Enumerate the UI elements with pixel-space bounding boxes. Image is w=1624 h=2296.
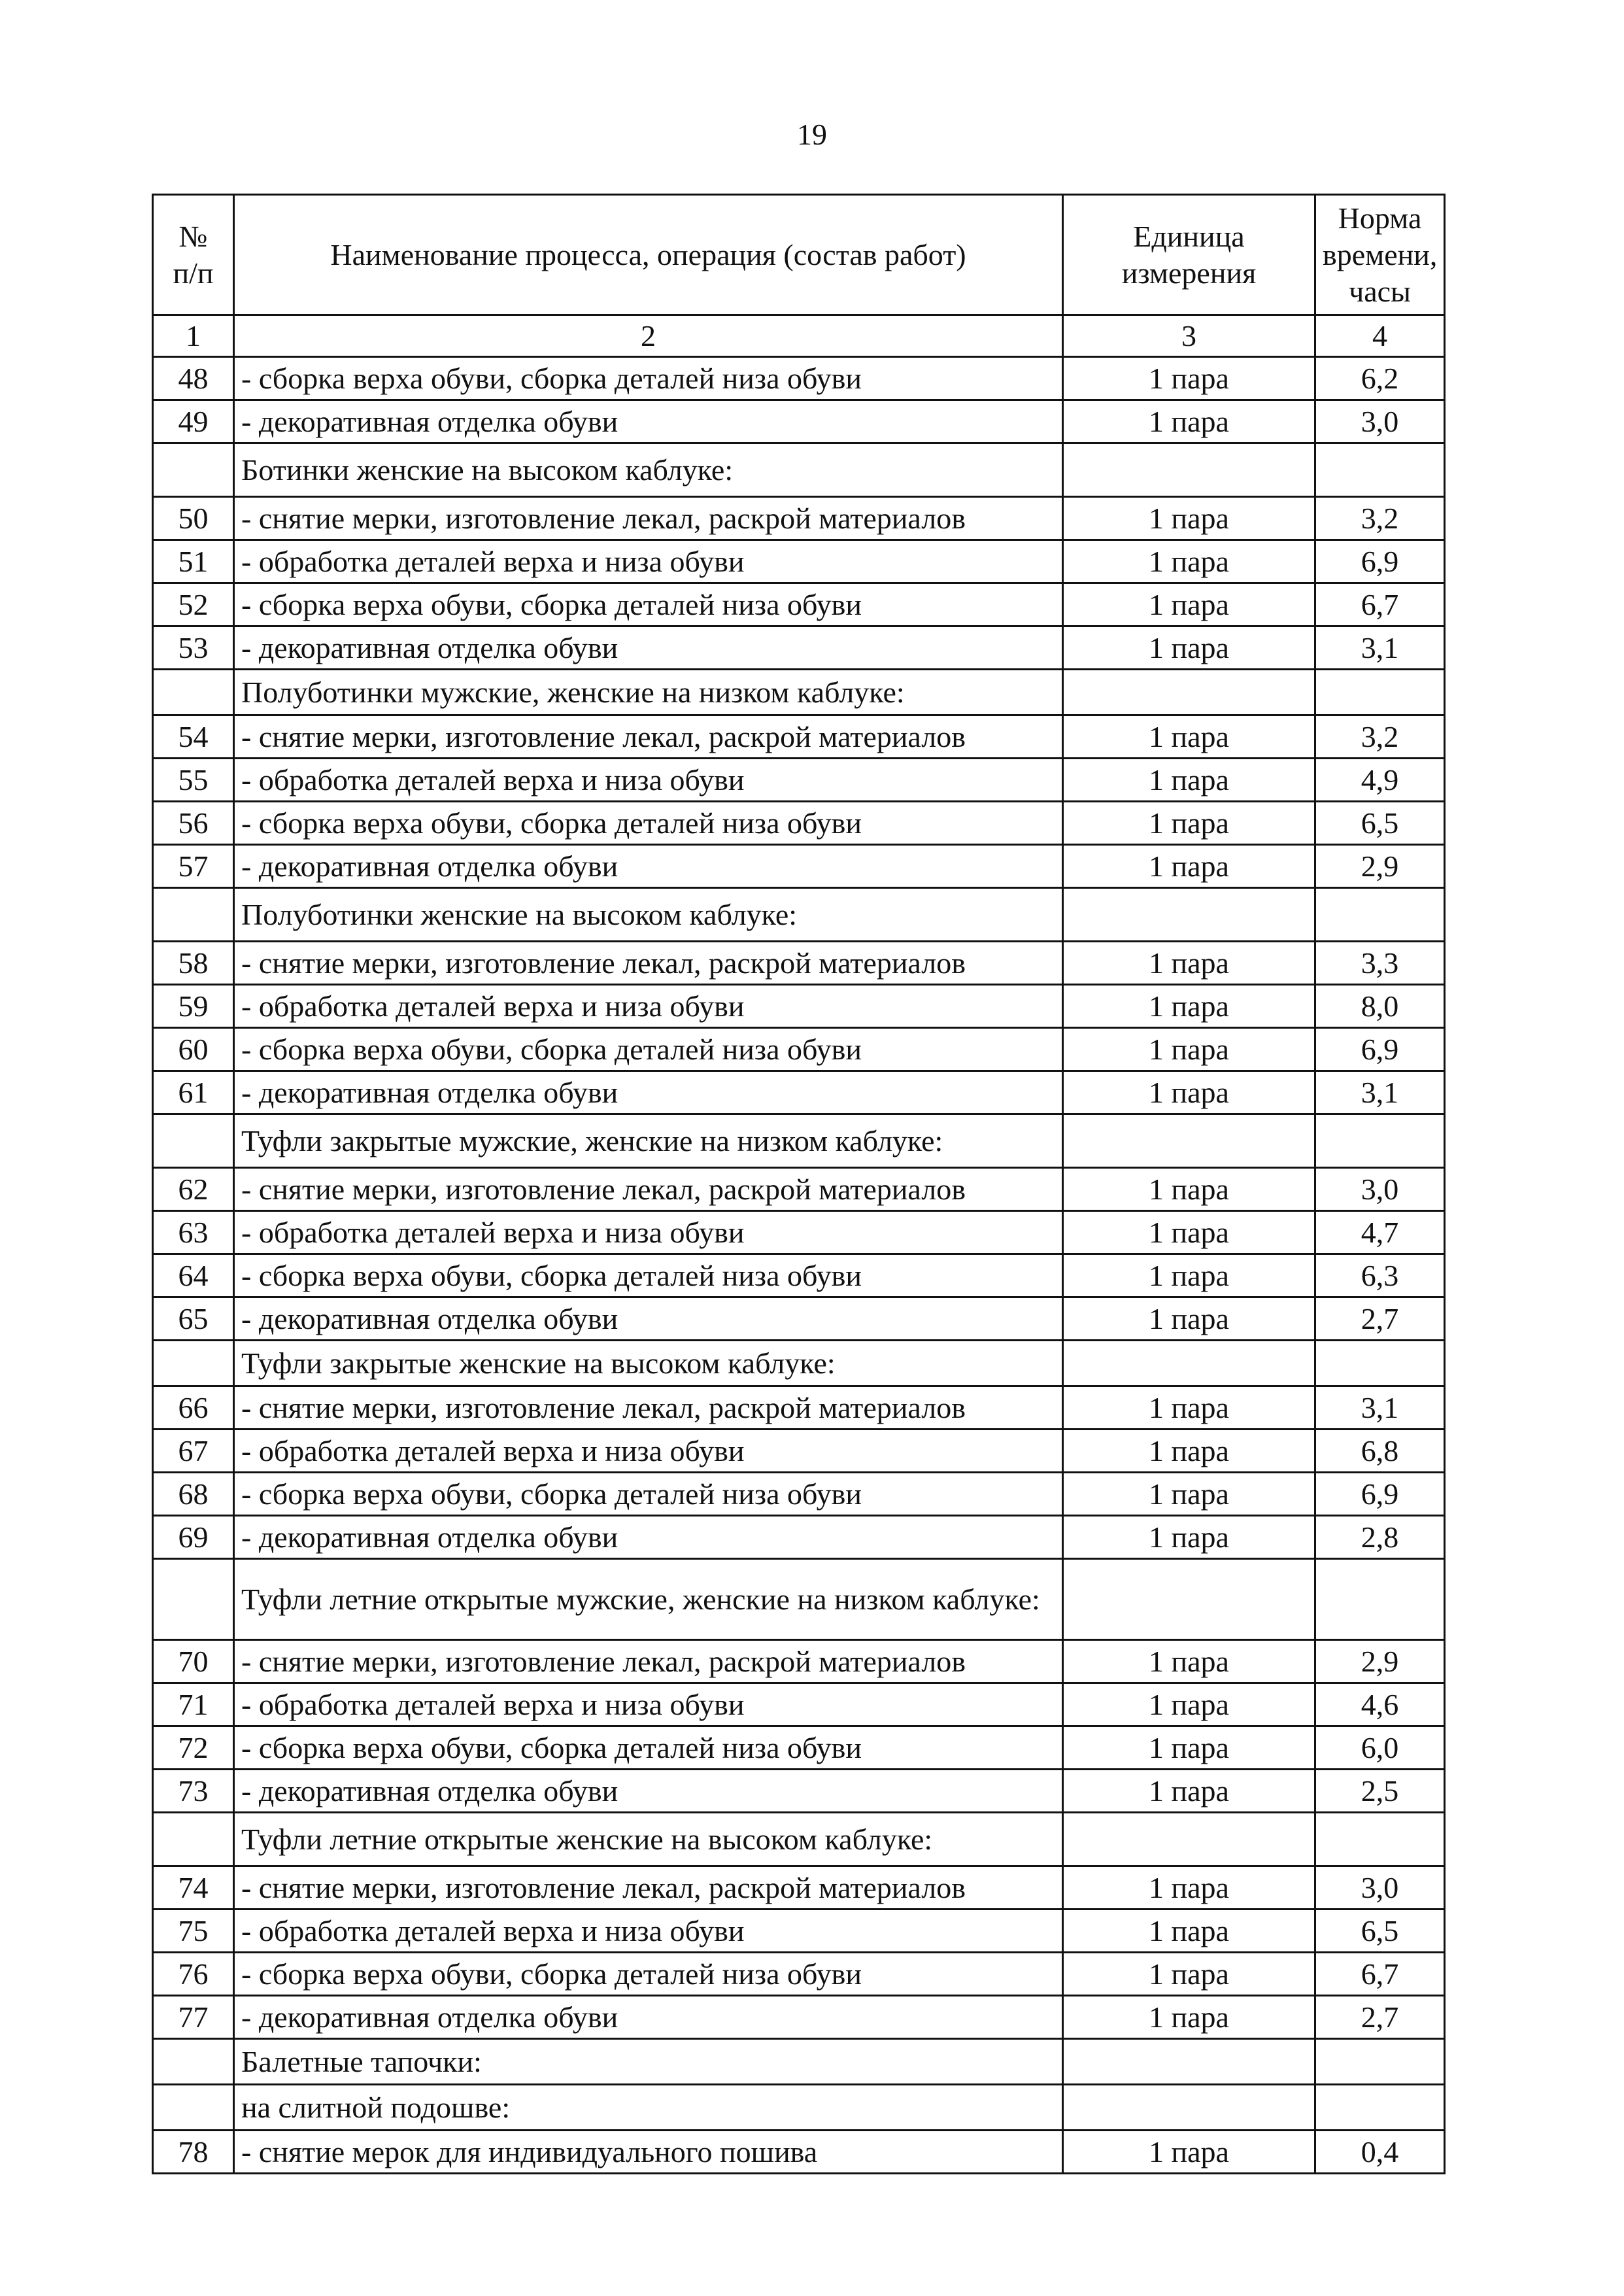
time-norm: 2,7 <box>1315 1297 1445 1341</box>
table-row <box>153 497 1445 540</box>
row-number: 64 <box>153 1254 234 1297</box>
unit-of-measure: 1 пара <box>1063 1473 1315 1516</box>
time-norm: 2,9 <box>1315 1640 1445 1683</box>
page-number: 19 <box>797 118 827 151</box>
table-row <box>153 1726 1445 1770</box>
row-number: 71 <box>153 1683 234 1726</box>
row-number: 69 <box>153 1516 234 1559</box>
empty-cell <box>1315 1114 1445 1168</box>
time-norm: 2,5 <box>1315 1770 1445 1813</box>
group-heading-row <box>153 1114 1445 1168</box>
group-heading-row <box>153 443 1445 497</box>
unit-of-measure: 1 пара <box>1063 583 1315 626</box>
operation-name: - обработка деталей верха и низа обуви <box>234 759 1063 802</box>
group-heading: Туфли летние открытые мужские, женские на низком каблуке: <box>234 1559 1063 1640</box>
row-number: 51 <box>153 540 234 583</box>
time-norm: 6,9 <box>1315 1473 1445 1516</box>
header-number-line: п/п <box>173 256 214 290</box>
table-row <box>153 1168 1445 1211</box>
empty-cell <box>1315 1341 1445 1386</box>
operation-name: - обработка деталей верха и низа обуви <box>234 1910 1063 1953</box>
group-heading-row <box>153 1559 1445 1640</box>
empty-cell <box>1063 2039 1315 2085</box>
group-heading: на слитной подошве: <box>234 2085 1063 2131</box>
group-heading: Балетные тапочки: <box>234 2039 1063 2085</box>
row-number: 65 <box>153 1297 234 1341</box>
operation-name: - декоративная отделка обуви <box>234 1516 1063 1559</box>
header-name: Наименование процесса, операция (состав работ) <box>234 195 1063 315</box>
header-norm-line: времени, <box>1323 237 1438 271</box>
empty-cell <box>153 1559 234 1640</box>
unit-of-measure: 1 пара <box>1063 1910 1315 1953</box>
operation-name: - обработка деталей верха и низа обуви <box>234 1683 1063 1726</box>
unit-of-measure: 1 пара <box>1063 1953 1315 1996</box>
operation-name: - сборка верха обуви, сборка деталей низа обуви <box>234 1254 1063 1297</box>
operation-name: - декоративная отделка обуви <box>234 1770 1063 1813</box>
unit-of-measure: 1 пара <box>1063 985 1315 1028</box>
table-header-row <box>153 195 1445 315</box>
time-norm: 0,4 <box>1315 2131 1445 2174</box>
operation-name: - обработка деталей верха и низа обуви <box>234 1430 1063 1473</box>
unit-of-measure: 1 пара <box>1063 497 1315 540</box>
table-row <box>153 802 1445 845</box>
operation-name: - снятие мерки, изготовление лекал, раскрой материалов <box>234 1386 1063 1430</box>
time-norm: 6,2 <box>1315 357 1445 400</box>
row-number: 52 <box>153 583 234 626</box>
unit-of-measure: 1 пара <box>1063 1683 1315 1726</box>
unit-of-measure: 1 пара <box>1063 1211 1315 1254</box>
row-number: 48 <box>153 357 234 400</box>
unit-of-measure: 1 пара <box>1063 1866 1315 1910</box>
time-norm: 6,8 <box>1315 1430 1445 1473</box>
table-row <box>153 1473 1445 1516</box>
group-heading: Туфли закрытые женские на высоком каблуке: <box>234 1341 1063 1386</box>
unit-of-measure: 1 пара <box>1063 845 1315 888</box>
table-row <box>153 400 1445 443</box>
operation-name: - снятие мерки, изготовление лекал, раскрой материалов <box>234 1640 1063 1683</box>
row-number: 63 <box>153 1211 234 1254</box>
time-norm: 6,7 <box>1315 1953 1445 1996</box>
time-norm: 3,2 <box>1315 715 1445 759</box>
unit-of-measure: 1 пара <box>1063 2131 1315 2174</box>
table-row <box>153 985 1445 1028</box>
time-norm: 4,9 <box>1315 759 1445 802</box>
empty-cell <box>153 1813 234 1866</box>
operation-name: - декоративная отделка обуви <box>234 845 1063 888</box>
table-row <box>153 1516 1445 1559</box>
time-norm: 3,1 <box>1315 1386 1445 1430</box>
time-norm: 6,5 <box>1315 802 1445 845</box>
row-number: 73 <box>153 1770 234 1813</box>
header-norm-line: Норма <box>1338 201 1422 235</box>
row-number: 56 <box>153 802 234 845</box>
header-unit-line: измерения <box>1121 256 1257 290</box>
unit-of-measure: 1 пара <box>1063 1028 1315 1071</box>
operation-name: - обработка деталей верха и низа обуви <box>234 985 1063 1028</box>
time-norm: 6,5 <box>1315 1910 1445 1953</box>
row-number: 57 <box>153 845 234 888</box>
unit-of-measure: 1 пара <box>1063 626 1315 670</box>
operation-name: - сборка верха обуви, сборка деталей низа обуви <box>234 583 1063 626</box>
empty-cell <box>1063 1114 1315 1168</box>
time-norms-table <box>152 194 1446 2174</box>
empty-cell <box>1315 2085 1445 2131</box>
column-index: 2 <box>234 315 1063 357</box>
header-unit-line: Единица <box>1133 219 1245 253</box>
unit-of-measure: 1 пара <box>1063 540 1315 583</box>
group-heading-row <box>153 1341 1445 1386</box>
operation-name: - декоративная отделка обуви <box>234 1071 1063 1114</box>
time-norm: 2,7 <box>1315 1996 1445 2039</box>
empty-cell <box>1315 888 1445 942</box>
operation-name: - декоративная отделка обуви <box>234 1996 1063 2039</box>
time-norm: 6,9 <box>1315 1028 1445 1071</box>
table-row <box>153 1953 1445 1996</box>
table-row <box>153 1297 1445 1341</box>
time-norm: 6,3 <box>1315 1254 1445 1297</box>
time-norm: 3,2 <box>1315 497 1445 540</box>
table-row <box>153 2131 1445 2174</box>
time-norm: 3,0 <box>1315 400 1445 443</box>
group-heading: Ботинки женские на высоком каблуке: <box>234 443 1063 497</box>
empty-cell <box>153 888 234 942</box>
unit-of-measure: 1 пара <box>1063 715 1315 759</box>
operation-name: - снятие мерки, изготовление лекал, раскрой материалов <box>234 1866 1063 1910</box>
operation-name: - обработка деталей верха и низа обуви <box>234 1211 1063 1254</box>
empty-cell <box>1063 1341 1315 1386</box>
row-number: 59 <box>153 985 234 1028</box>
operation-name: - сборка верха обуви, сборка деталей низа обуви <box>234 1473 1063 1516</box>
table-row <box>153 942 1445 985</box>
row-number: 68 <box>153 1473 234 1516</box>
group-heading: Полуботинки мужские, женские на низком каблуке: <box>234 670 1063 715</box>
operation-name: - снятие мерок для индивидуального пошива <box>234 2131 1063 2174</box>
empty-cell <box>153 443 234 497</box>
empty-cell <box>1063 1813 1315 1866</box>
table-row <box>153 845 1445 888</box>
unit-of-measure: 1 пара <box>1063 1996 1315 2039</box>
group-heading: Полуботинки женские на высоком каблуке: <box>234 888 1063 942</box>
time-norm: 8,0 <box>1315 985 1445 1028</box>
unit-of-measure: 1 пара <box>1063 1071 1315 1114</box>
row-number: 75 <box>153 1910 234 1953</box>
unit-of-measure: 1 пара <box>1063 1516 1315 1559</box>
time-norm: 6,9 <box>1315 540 1445 583</box>
empty-cell <box>153 1114 234 1168</box>
empty-cell <box>153 670 234 715</box>
table-row <box>153 759 1445 802</box>
table-row <box>153 1028 1445 1071</box>
column-index: 4 <box>1315 315 1445 357</box>
operation-name: - сборка верха обуви, сборка деталей низа обуви <box>234 802 1063 845</box>
unit-of-measure: 1 пара <box>1063 357 1315 400</box>
row-number: 67 <box>153 1430 234 1473</box>
operation-name: - снятие мерки, изготовление лекал, раскрой материалов <box>234 497 1063 540</box>
table-row <box>153 583 1445 626</box>
table-row <box>153 1866 1445 1910</box>
time-norm: 3,0 <box>1315 1866 1445 1910</box>
empty-cell <box>1063 670 1315 715</box>
time-norm: 3,0 <box>1315 1168 1445 1211</box>
row-number: 66 <box>153 1386 234 1430</box>
time-norm: 3,1 <box>1315 626 1445 670</box>
row-number: 77 <box>153 1996 234 2039</box>
table-row <box>153 626 1445 670</box>
time-norm: 6,7 <box>1315 583 1445 626</box>
group-heading: Туфли летние открытые женские на высоком каблуке: <box>234 1813 1063 1866</box>
empty-cell <box>1063 1559 1315 1640</box>
unit-of-measure: 1 пара <box>1063 1254 1315 1297</box>
row-number: 49 <box>153 400 234 443</box>
empty-cell <box>153 2039 234 2085</box>
row-number: 78 <box>153 2131 234 2174</box>
row-number: 72 <box>153 1726 234 1770</box>
table-row <box>153 1683 1445 1726</box>
empty-cell <box>1315 2039 1445 2085</box>
time-norm: 6,0 <box>1315 1726 1445 1770</box>
row-number: 70 <box>153 1640 234 1683</box>
operation-name: - декоративная отделка обуви <box>234 1297 1063 1341</box>
unit-of-measure: 1 пара <box>1063 400 1315 443</box>
table-row <box>153 1910 1445 1953</box>
table-row <box>153 1430 1445 1473</box>
table-row <box>153 1996 1445 2039</box>
operation-name: - снятие мерки, изготовление лекал, раскрой материалов <box>234 715 1063 759</box>
operation-name: - декоративная отделка обуви <box>234 400 1063 443</box>
group-heading-row <box>153 2039 1445 2085</box>
time-norm: 2,9 <box>1315 845 1445 888</box>
operation-name: - снятие мерки, изготовление лекал, раскрой материалов <box>234 942 1063 985</box>
empty-cell <box>1315 1559 1445 1640</box>
operation-name: - сборка верха обуви, сборка деталей низа обуви <box>234 357 1063 400</box>
row-number: 60 <box>153 1028 234 1071</box>
unit-of-measure: 1 пара <box>1063 1297 1315 1341</box>
row-number: 50 <box>153 497 234 540</box>
row-number: 76 <box>153 1953 234 1996</box>
column-index: 3 <box>1063 315 1315 357</box>
operation-name: - снятие мерки, изготовление лекал, раскрой материалов <box>234 1168 1063 1211</box>
time-norm: 3,1 <box>1315 1071 1445 1114</box>
group-heading-row <box>153 888 1445 942</box>
unit-of-measure: 1 пара <box>1063 759 1315 802</box>
header-norm-line: часы <box>1349 274 1411 308</box>
unit-of-measure: 1 пара <box>1063 1168 1315 1211</box>
operation-name: - сборка верха обуви, сборка деталей низа обуви <box>234 1028 1063 1071</box>
row-number: 55 <box>153 759 234 802</box>
time-norm: 4,7 <box>1315 1211 1445 1254</box>
row-number: 74 <box>153 1866 234 1910</box>
empty-cell <box>1063 888 1315 942</box>
unit-of-measure: 1 пара <box>1063 1430 1315 1473</box>
header-number <box>153 195 234 315</box>
unit-of-measure: 1 пара <box>1063 802 1315 845</box>
row-number: 54 <box>153 715 234 759</box>
group-heading-row <box>153 670 1445 715</box>
empty-cell <box>1315 1813 1445 1866</box>
empty-cell <box>153 2085 234 2131</box>
table-row <box>153 715 1445 759</box>
table-row <box>153 1640 1445 1683</box>
empty-cell <box>1315 670 1445 715</box>
unit-of-measure: 1 пара <box>1063 1386 1315 1430</box>
row-number: 61 <box>153 1071 234 1114</box>
unit-of-measure: 1 пара <box>1063 1640 1315 1683</box>
unit-of-measure: 1 пара <box>1063 942 1315 985</box>
header-norm <box>1315 195 1445 315</box>
empty-cell <box>1315 443 1445 497</box>
operation-name: - сборка верха обуви, сборка деталей низа обуви <box>234 1726 1063 1770</box>
time-norm: 2,8 <box>1315 1516 1445 1559</box>
time-norm: 3,3 <box>1315 942 1445 985</box>
table-row <box>153 1211 1445 1254</box>
table-body <box>153 357 1445 2174</box>
unit-of-measure: 1 пара <box>1063 1770 1315 1813</box>
operation-name: - обработка деталей верха и низа обуви <box>234 540 1063 583</box>
header-unit <box>1063 195 1315 315</box>
group-heading-row <box>153 1813 1445 1866</box>
table-row <box>153 540 1445 583</box>
operation-name: - декоративная отделка обуви <box>234 626 1063 670</box>
column-index-row <box>153 315 1445 357</box>
row-number: 62 <box>153 1168 234 1211</box>
empty-cell <box>153 1341 234 1386</box>
operation-name: - сборка верха обуви, сборка деталей низа обуви <box>234 1953 1063 1996</box>
table-row <box>153 1071 1445 1114</box>
header-number-line: № <box>178 219 208 253</box>
table-row <box>153 357 1445 400</box>
empty-cell <box>1063 2085 1315 2131</box>
row-number: 53 <box>153 626 234 670</box>
table-row <box>153 1386 1445 1430</box>
unit-of-measure: 1 пара <box>1063 1726 1315 1770</box>
row-number: 58 <box>153 942 234 985</box>
group-heading: Туфли закрытые мужские, женские на низком каблуке: <box>234 1114 1063 1168</box>
table-row <box>153 1254 1445 1297</box>
empty-cell <box>1063 443 1315 497</box>
column-index: 1 <box>153 315 234 357</box>
table-row <box>153 1770 1445 1813</box>
group-heading-row <box>153 2085 1445 2131</box>
time-norm: 4,6 <box>1315 1683 1445 1726</box>
